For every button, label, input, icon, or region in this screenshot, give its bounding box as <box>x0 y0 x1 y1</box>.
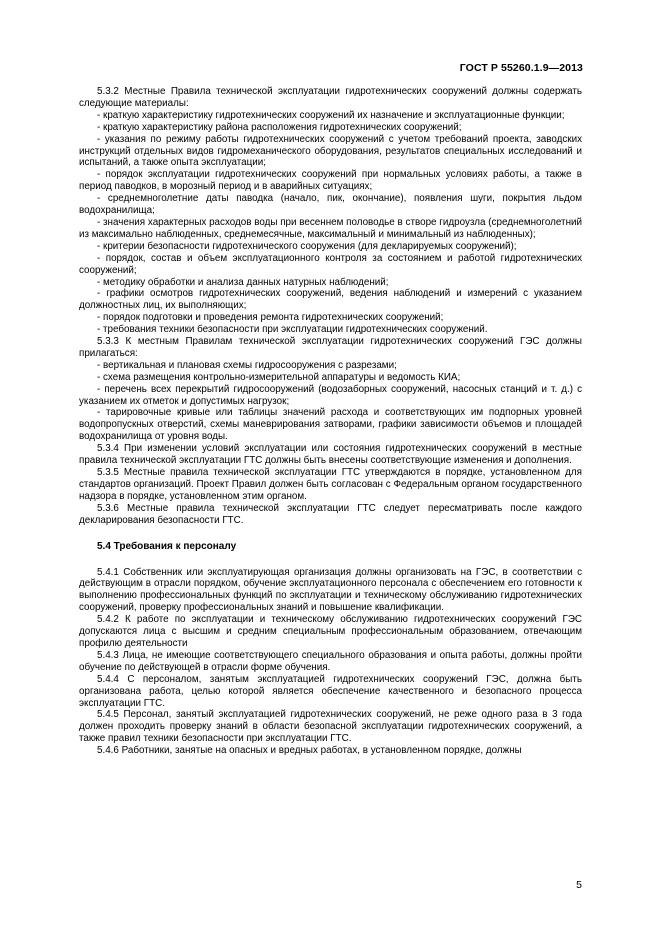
section-5-3-continued <box>79 86 582 527</box>
spacer <box>79 553 582 567</box>
paragraph: 5.3.5 Местные правила технической эксплуатации ГТС утверждаются в порядке, установленном для стандартов организаций. Проект Правил должен быть согласован с Федеральным органом государственного надзора в порядке, установленном этим органом. <box>79 467 582 502</box>
list-item: - указания по режиму работы гидротехнических сооружений с учетом требований проекта, заводских инструкций отдельных видов гидромеханического оборудования, результатов специальных исследований и испытаний, а также опыта эксплуатации; <box>79 133 582 169</box>
paragraph: 5.4.6 Работники, занятые на опасных и вредных работах, в установленном порядке, должны <box>97 745 522 757</box>
list-item: - тарировочные кривые или таблицы значений расхода и соответствующих им подпорных уровней водопропускных отверстий, схемы маневрирования затворами, графики зависимости объемов и площадей водохранилища от уровня воды. <box>79 407 582 443</box>
paragraph: 5.3.2 Местные Правила технической эксплуатации гидротехнических сооружений должны содержать следующие материалы: <box>79 86 582 109</box>
list-item: - краткую характеристику района расположения гидротехнических сооружений; <box>97 121 462 133</box>
list-item: - порядок эксплуатации гидротехнических сооружений при нормальных условиях работы, а также в период паводков, в морозный период и в аварийных ситуациях; <box>79 169 582 193</box>
list-item: - порядок подготовки и проведения ремонта гидротехнических сооружений; <box>97 312 444 324</box>
paragraph: 5.4.3 Лица, не имеющие соответствующего специального образования и опыта работы, должны пройти обучение по действующей в отрасли форме обучения. <box>79 649 582 673</box>
paragraph: 5.4.2 К работе по эксплуатации и техническому обслуживанию гидротехнических сооружений ГЭС допускаются лица с высшим и средним специальным профессиональным образованием, отвечающим профилю деятельности <box>79 614 582 649</box>
paragraph: 5.4.1 Собственник или эксплуатирующая организация должны организовать на ГЭС, в соответствии с действующим в отрасли порядком, обучение эксплуатационного персонала с обеспечением его готовности к выполнению профессиональных функций по эксплуатации и техническому обслуживанию гидротехнических сооружений, проверку профессиональных знаний и повышение квалификации. <box>79 566 582 614</box>
paragraph: 5.4.4 С персоналом, занятым эксплуатацией гидротехнических сооружений ГЭС, должна быть организована работа, целью которой является обеспечение качественного и безопасного процесса эксплуатации ГТС. <box>79 673 582 709</box>
section-5-4 <box>79 567 582 758</box>
list-item: - графики осмотров гидротехнических сооружений, ведения наблюдений и измерений с указанием должностных лиц, их выполняющих; <box>79 288 582 312</box>
list-item: - перечень всех перекрытий гидросооружений (водозаборных сооружений, насосных станций и т. д.) с указанием их отметок и допустимых нагрузок; <box>79 383 582 407</box>
standard-code-header: ГОСТ Р 55260.1.9—2013 <box>459 62 583 74</box>
list-item: - среднемноголетние даты паводка (начало, пик, окончание), появления шуги, покрытия льдом водохранилища; <box>79 193 582 217</box>
list-item: - вертикальная и плановая схемы гидросооружения с разрезами; <box>97 359 397 371</box>
list-item: - схема размещения контрольно-измерительной аппаратуры и ведомость КИА; <box>97 371 461 383</box>
paragraph: 5.3.4 При изменении условий эксплуатации или состояния гидротехнических сооружений в местные правила технической эксплуатации ГТС должны быть внесены соответствующие изменения и дополнения. <box>79 443 582 467</box>
list-item: - порядок, состав и объем эксплуатационного контроля за состоянием и работой гидротехнических сооружений; <box>79 252 582 276</box>
list-item: - требования техники безопасности при эксплуатации гидротехнических сооружений. <box>97 324 488 336</box>
spacer <box>79 527 582 541</box>
list-item: - значения характерных расходов воды при весеннем половодье в створе гидроузла (среднемноголетний из максимально наблюденных, среднемесячные, максимальный и минимальный из наблюденных); <box>79 216 582 240</box>
list-item: - краткую характеристику гидротехнических сооружений их назначение и эксплуатационные функции; <box>97 109 565 121</box>
paragraph: 5.4.5 Персонал, занятый эксплуатацией гидротехнических сооружений, не реже одного раза в 3 года должен проходить проверку знаний в области безопасной эксплуатации гидротехнических сооружений, а также правил техники безопасности при эксплуатации ГТС. <box>79 709 582 745</box>
page-number: 5 <box>576 879 582 891</box>
page-body <box>79 86 582 757</box>
list-item: - критерии безопасности гидротехнического сооружения (для декларируемых сооружений); <box>97 240 517 252</box>
paragraph: 5.3.3 К местным Правилам технической эксплуатации гидротехнических сооружений ГЭС должны прилагаться: <box>79 336 582 359</box>
list-item: - методику обработки и анализа данных натурных наблюдений; <box>97 276 389 288</box>
section-heading: 5.4 Требования к персоналу <box>97 540 237 552</box>
paragraph: 5.3.6 Местные правила технической эксплуатации ГТС следует пересматривать после каждого декларирования безопасности ГТС. <box>79 502 582 526</box>
